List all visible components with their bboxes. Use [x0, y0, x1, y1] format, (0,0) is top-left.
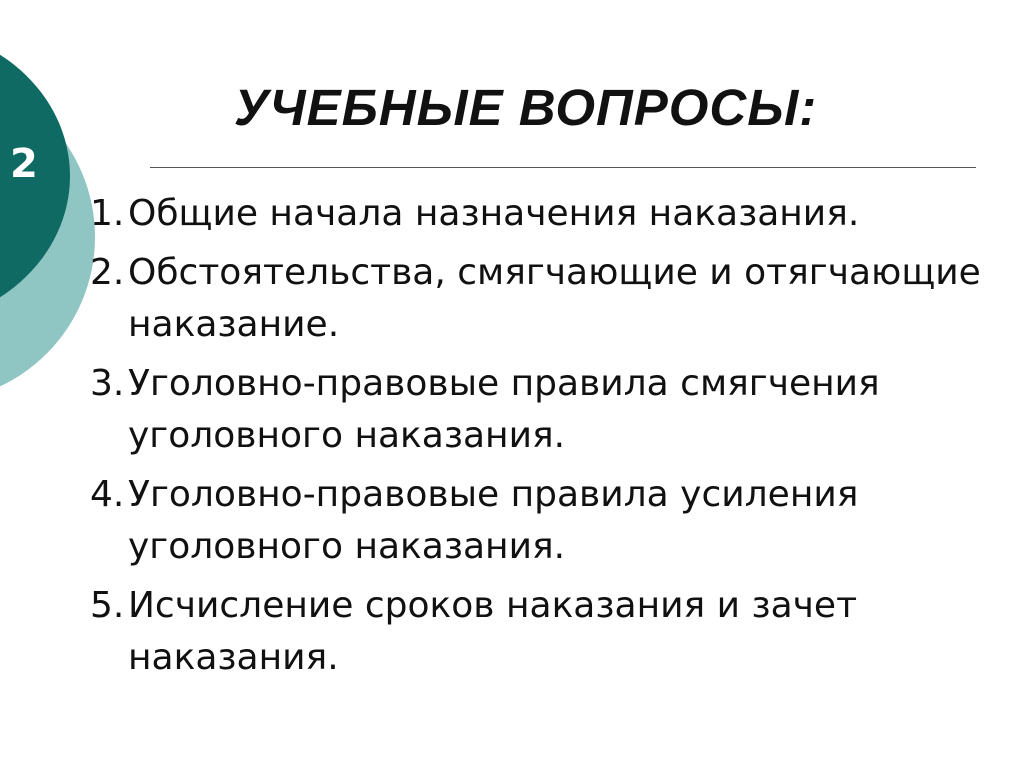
- slide-title: УЧЕБНЫЕ ВОПРОСЫ:: [234, 79, 818, 136]
- slide-number: 2: [10, 141, 38, 187]
- list-item: [90, 469, 1018, 573]
- list-item-text: Исчисление сроков наказания и зачет наказания.: [128, 585, 858, 678]
- list-item: [90, 358, 1018, 462]
- list-item-text: Обстоятельства, смягчающие и отягчающие наказание.: [128, 252, 981, 345]
- list-item: [90, 247, 1018, 351]
- list-item: [90, 188, 1018, 240]
- list-item-text: Уголовно-правовые правила смягчения уголовного наказания.: [128, 363, 880, 456]
- list-item-number: 2.: [90, 252, 125, 293]
- list-item-number: 1.: [90, 193, 125, 234]
- list-item: [90, 580, 1018, 684]
- list-item-text: Уголовно-правовые правила усиления уголовного наказания.: [128, 474, 859, 567]
- title-divider: [150, 167, 976, 168]
- list-item-text: Общие начала назначения наказания.: [128, 193, 860, 234]
- question-list: [90, 188, 1018, 691]
- list-item-number: 4.: [90, 474, 125, 515]
- list-item-number: 5.: [90, 585, 125, 626]
- list-item-number: 3.: [90, 363, 125, 404]
